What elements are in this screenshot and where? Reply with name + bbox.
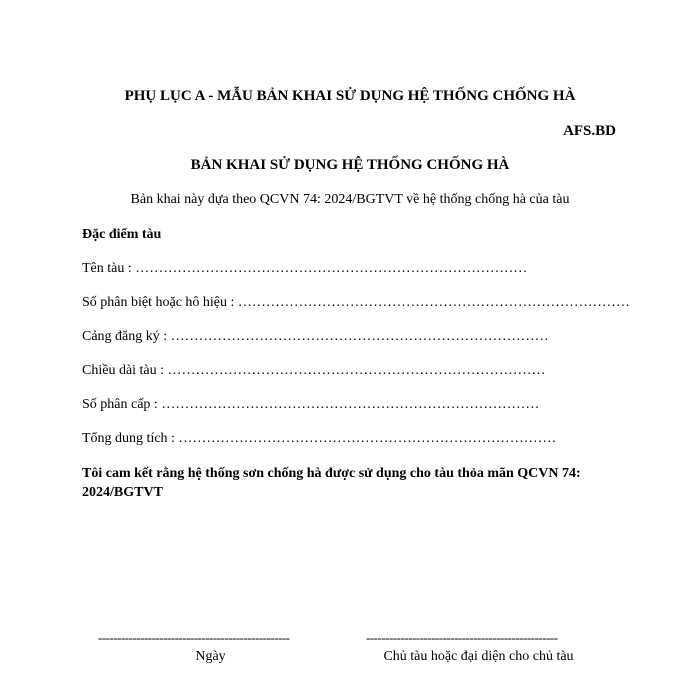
section-heading: Đặc điểm tàu	[82, 227, 162, 242]
field-ship-name: Tên tàu : …………………………………………………………………………	[82, 261, 528, 276]
signature-line-owner: --------------------------------------------------	[366, 630, 558, 645]
field-gross-tonnage: Tổng dung tích : ………………………………………………………………………	[82, 431, 557, 446]
field-call-sign: Số phân biệt hoặc hô hiệu : …………………………………………………………………………	[82, 295, 630, 310]
signature-caption-owner: Chủ tàu hoặc đại diện cho chủ tàu	[383, 649, 574, 664]
form-code: AFS.BD	[563, 123, 616, 139]
intro-text: Bản khai này dựa theo QCVN 74: 2024/BGTVT về hệ thống chống hà của tàu	[130, 192, 570, 207]
signature-line-date: --------------------------------------------------	[98, 630, 290, 645]
commitment-statement: Tôi cam kết rằng hệ thống sơn chống hà được sử dụng cho tàu thỏa mãn QCVN 74: 2024/BGTVT	[82, 466, 581, 500]
field-port-of-registry: Cảng đăng ký : ………………………………………………………………………	[82, 329, 549, 344]
signature-caption-date: Ngày	[195, 649, 226, 664]
field-ship-length: Chiều dài tàu : ………………………………………………………………………	[82, 363, 546, 378]
document-title: BẢN KHAI SỬ DỤNG HỆ THỐNG CHỐNG HÀ	[190, 157, 510, 173]
field-class-number: Số phân cấp : ………………………………………………………………………	[82, 397, 540, 412]
appendix-title: PHỤ LỤC A - MẪU BẢN KHAI SỬ DỤNG HỆ THỐNG CHỐNG HÀ	[124, 88, 576, 104]
